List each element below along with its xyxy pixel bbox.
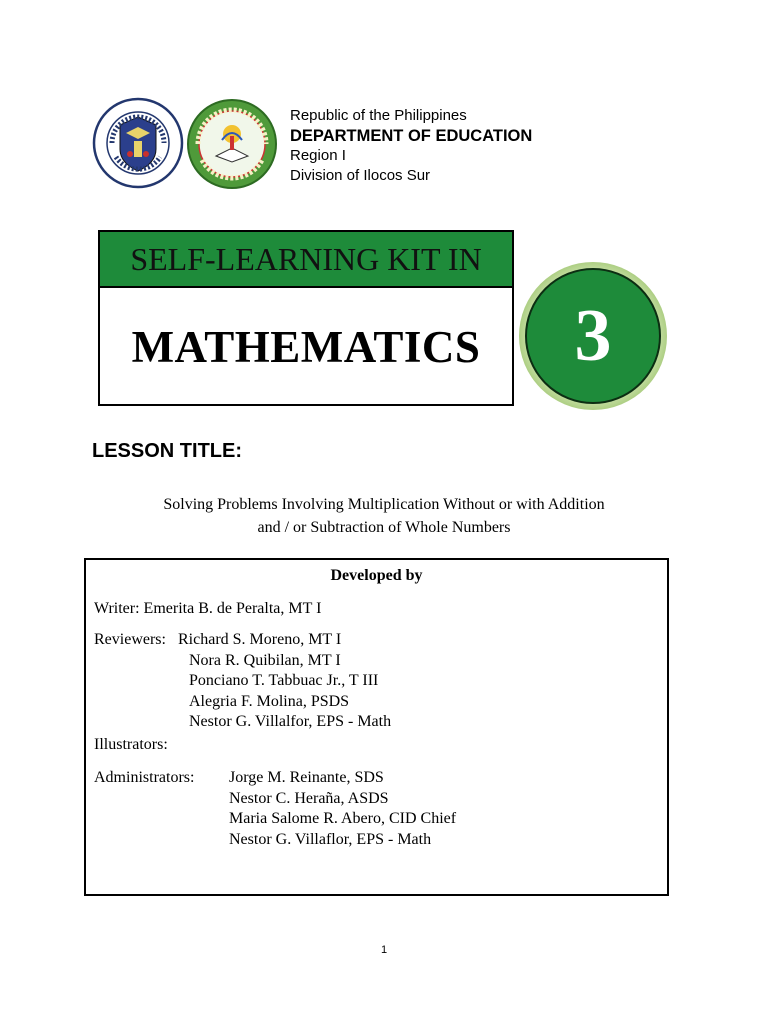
- reviewer-item: Alegria F. Molina, PSDS: [189, 692, 350, 710]
- reviewer-item: Richard S. Moreno, MT I: [178, 631, 342, 648]
- credits-heading: Developed by: [330, 567, 423, 584]
- kit-label: SELF-LEARNING KIT IN: [130, 240, 482, 277]
- lesson-title-line-2: and / or Subtraction of Whole Numbers: [257, 519, 511, 536]
- agency-region: Region I: [290, 147, 346, 164]
- reviewers-label: Reviewers:: [94, 631, 166, 648]
- lesson-title-line-1: Solving Problems Involving Multiplication Without or with Addition: [163, 496, 605, 513]
- agency-division: Division of Ilocos Sur: [290, 167, 431, 184]
- credits-box: [84, 558, 669, 896]
- page-number: 1: [380, 944, 388, 956]
- division-seal-logo: [186, 98, 278, 190]
- reviewer-item: Nestor G. Villalfor, EPS - Math: [189, 713, 392, 730]
- subject-title: MATHEMATICS: [131, 322, 481, 372]
- administrators-label: Administrators:: [94, 769, 195, 786]
- grade-number: 3: [574, 295, 612, 377]
- administrators-list: [229, 768, 456, 850]
- subject-panel: [100, 288, 512, 406]
- reviewer-item: Ponciano T. Tabbuac Jr., T III: [189, 672, 379, 689]
- lesson-title: [100, 493, 668, 539]
- agency-department: DEPARTMENT OF EDUCATION: [290, 127, 533, 145]
- reviewers-list: [178, 630, 391, 733]
- illustrators-label: Illustrators:: [94, 736, 168, 753]
- agency-republic: Republic of the Philippines: [290, 107, 467, 124]
- writer-line: Writer: Emerita B. de Peralta, MT I: [94, 600, 322, 617]
- deped-seal-logo: [92, 97, 184, 189]
- grade-badge: [525, 268, 661, 404]
- administrator-item: Nestor G. Villaflor, EPS - Math: [229, 830, 432, 848]
- kit-band: [100, 232, 512, 288]
- administrator-item: Jorge M. Reinante, SDS: [229, 769, 384, 786]
- title-block: [98, 230, 514, 406]
- lesson-title-label: LESSON TITLE:: [92, 440, 242, 462]
- reviewer-item: Nora R. Quibilan, MT I: [189, 651, 341, 669]
- administrator-item: Maria Salome R. Abero, CID Chief: [229, 810, 457, 827]
- agency-header: [290, 106, 532, 186]
- administrator-item: Nestor C. Heraña, ASDS: [229, 789, 389, 807]
